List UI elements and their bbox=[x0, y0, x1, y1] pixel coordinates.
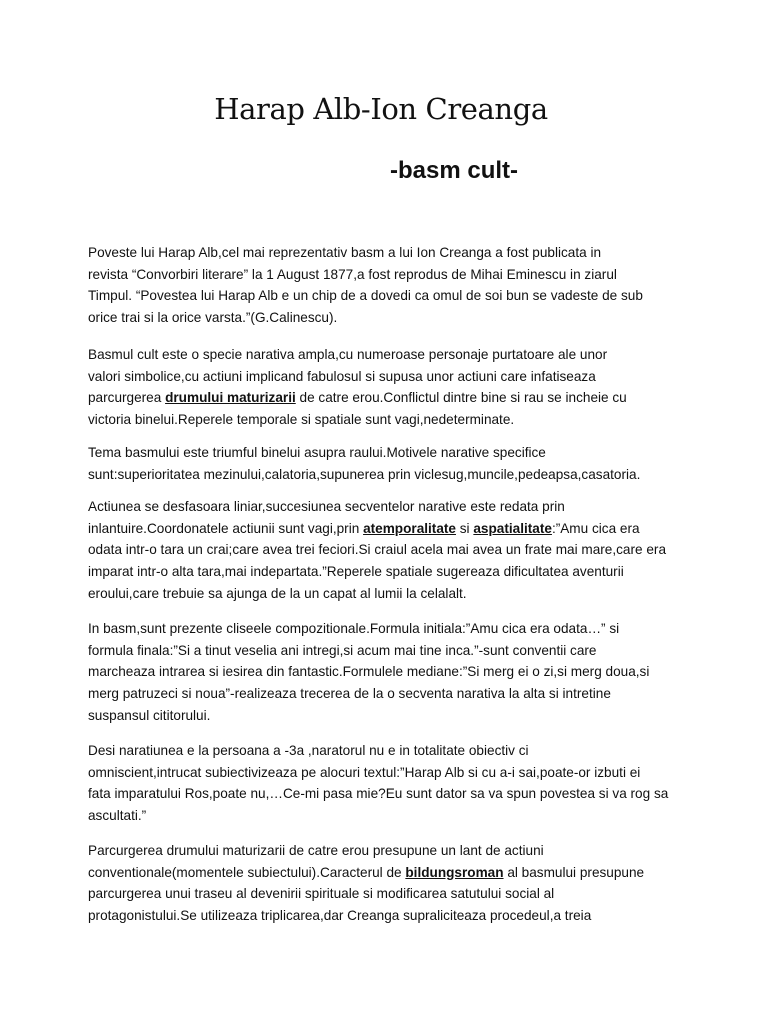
text-line bbox=[88, 464, 688, 486]
text-run: Parcurgerea drumului maturizarii de catre erou presupune un lant de actiuni bbox=[88, 843, 544, 858]
text-line bbox=[88, 783, 688, 805]
document-subtitle: -basm cult- bbox=[390, 157, 519, 184]
text-line bbox=[88, 539, 688, 561]
text-line bbox=[88, 705, 688, 727]
text-line bbox=[88, 242, 688, 264]
text-run: suspansul cititorului. bbox=[88, 707, 211, 723]
text-run: fata imparatului Ros,poate nu,…Ce-mi pasa mie?Eu sunt dator sa va spun povestea si va rog sa bbox=[88, 786, 669, 802]
text-run: protagonistului.Se utilizeaza triplicarea,dar Creanga supraliciteaza procedeul,a treia bbox=[88, 908, 592, 924]
text-run: ascultati.” bbox=[88, 808, 147, 824]
text-run: de catre erou.Conflictul dintre bine si rau se incheie cu bbox=[295, 390, 627, 406]
paragraph-actiunea bbox=[88, 496, 688, 604]
text-line bbox=[88, 264, 688, 286]
text-run: eroului,care trebuie sa ajunga de la un capat al lumii la celalalt. bbox=[88, 585, 467, 601]
text-run: inlantuire.Coordonatele actiunii sunt vagi,prin bbox=[88, 520, 364, 536]
text-run: Desi naratiunea e la persoana a -3a ,naratorul nu e in totalitate obiectiv ci bbox=[88, 743, 529, 758]
text-line bbox=[88, 683, 688, 705]
text-line bbox=[88, 518, 688, 540]
text-line bbox=[88, 307, 688, 329]
text-run: Tema basmului este triumful binelui asupra raului.Motivele narative specifice bbox=[88, 445, 546, 460]
paragraph-clisee bbox=[88, 618, 688, 726]
text-line bbox=[88, 344, 688, 366]
text-run: odata intr-o tara un crai;care avea trei feciori.Si craiul acela mai avea un frate mai mare,care era bbox=[88, 542, 666, 558]
document-title: Harap Alb-Ion Creanga bbox=[214, 92, 548, 126]
text-run: imparat intr-o alta tara,mai indepartata.”Reperele spatiale sugereaza dificultatea aventurii bbox=[88, 564, 624, 580]
text-run: si bbox=[455, 520, 474, 536]
underlined-term: bildungsroman bbox=[405, 864, 504, 880]
underlined-term: atemporalitate bbox=[363, 520, 456, 536]
text-run: Actiunea se desfasoara liniar,succesiunea secventelor narative este redata prin bbox=[88, 499, 565, 514]
text-run: parcurgerea bbox=[88, 390, 166, 406]
text-line bbox=[88, 583, 688, 605]
text-line bbox=[88, 905, 688, 927]
text-line bbox=[88, 762, 688, 784]
text-run: revista “Convorbiri literare” la 1 August 1877,a fost reprodus de Mihai Eminescu in ziarul bbox=[88, 266, 617, 282]
text-run: Poveste lui Harap Alb,cel mai reprezentativ basm a lui Ion Creanga a fost publicata in bbox=[88, 245, 602, 260]
paragraph-basm-cult bbox=[88, 344, 688, 431]
text-line bbox=[88, 366, 688, 388]
paragraph-intro bbox=[88, 242, 688, 329]
text-line bbox=[88, 840, 688, 862]
text-line bbox=[88, 409, 688, 431]
text-line bbox=[88, 442, 688, 464]
text-line bbox=[88, 496, 688, 518]
text-run: merg patruzeci si noua”-realizeaza trecerea de la o secventa narativa la alta si intretine bbox=[88, 686, 611, 702]
text-run: victoria binelui.Reperele temporale si spatiale sunt vagi,nedeterminate. bbox=[88, 412, 515, 428]
text-run: orice trai si la orice varsta.”(G.Calinescu). bbox=[88, 310, 338, 326]
text-run: parcurgerea unui traseu al devenirii spirituale si modificarea satutului social al bbox=[88, 886, 555, 902]
text-line bbox=[88, 561, 688, 583]
text-run: :”Amu cica era bbox=[551, 520, 640, 536]
text-line bbox=[88, 618, 688, 640]
text-run: Timpul. “Povestea lui Harap Alb e un chip de a dovedi ca omul de soi bun se vadeste de sub bbox=[88, 288, 643, 304]
text-line bbox=[88, 805, 688, 827]
text-run: marcheaza intrarea si iesirea din fantastic.Formulele mediane:”Si merg ei o zi,si merg doua,si bbox=[88, 664, 650, 680]
text-line bbox=[88, 661, 688, 683]
text-run: omniscient,intrucat subiectivizeaza pe alocuri textul:”Harap Alb si cu a-i sai,poate-or izbuti ei bbox=[88, 764, 641, 780]
paragraph-tema bbox=[88, 442, 688, 485]
text-run: sunt:superioritatea mezinului,calatoria,supunerea prin viclesug,muncile,pedeapsa,casatoria. bbox=[88, 466, 641, 482]
text-line bbox=[88, 387, 688, 409]
underlined-term: drumului maturizarii bbox=[165, 390, 296, 406]
text-line bbox=[88, 740, 688, 762]
text-line bbox=[88, 285, 688, 307]
text-run: conventionale(momentele subiectului).Caracterul de bbox=[88, 864, 406, 880]
text-run: In basm,sunt prezente cliseele compozitionale.Formula initiala:”Amu cica era odata…” si bbox=[88, 621, 620, 636]
underlined-term: aspatialitate bbox=[473, 520, 552, 536]
text-line bbox=[88, 640, 688, 662]
paragraph-narator bbox=[88, 740, 688, 827]
text-run: Basmul cult este o specie narativa ampla,cu numeroase personaje purtatoare ale unor bbox=[88, 347, 608, 362]
text-run: al basmului presupune bbox=[503, 864, 645, 880]
text-line bbox=[88, 862, 688, 884]
text-line bbox=[88, 883, 688, 905]
text-run: valori simbolice,cu actiuni implicand fabulosul si supusa unor actiuni care infatiseaza bbox=[88, 368, 596, 384]
paragraph-maturizare bbox=[88, 840, 688, 927]
text-run: formula finala:”Si a tinut veselia ani intregi,si acum mai tine inca.”-sunt conventii care bbox=[88, 642, 597, 658]
